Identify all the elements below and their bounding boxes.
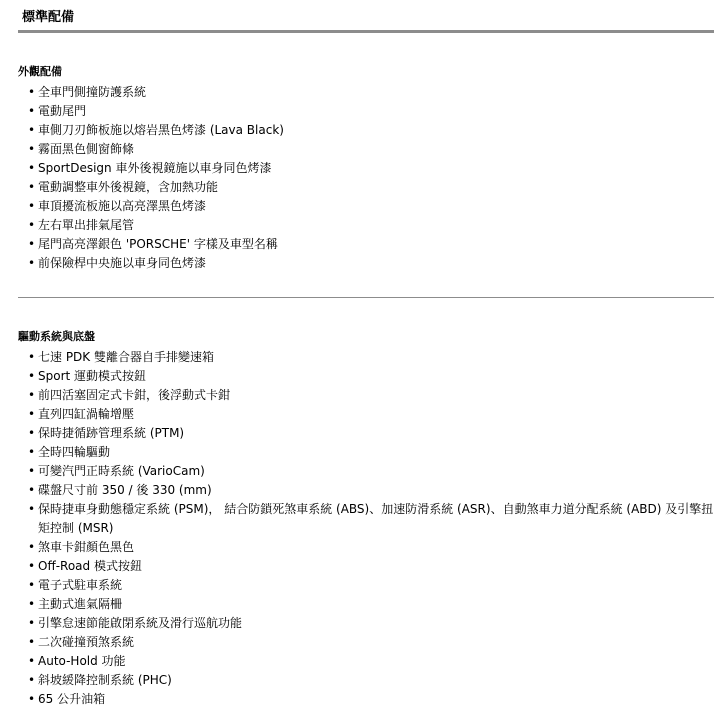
- list-item-text: 可變汽門正時系統 (VarioCam): [38, 464, 205, 478]
- list-item: [28, 424, 714, 443]
- bullet: •: [28, 426, 36, 440]
- list-item: [28, 159, 714, 178]
- section-heading-exterior: 外觀配備: [18, 65, 62, 78]
- bullet: •: [28, 369, 36, 383]
- bullet: •: [28, 692, 36, 706]
- list-item-text: Sport 運動模式按鈕: [38, 369, 147, 383]
- section-divider: [18, 297, 714, 298]
- list-item: [28, 367, 714, 386]
- drivetrain-feature-list: [28, 348, 714, 709]
- list-item: [28, 348, 714, 367]
- list-item: [28, 614, 714, 633]
- list-item-text: 引擎怠速節能啟閉系統及滑行巡航功能: [38, 616, 243, 630]
- bullet: •: [28, 578, 36, 592]
- bullet: •: [28, 218, 36, 232]
- bullet: •: [28, 407, 36, 421]
- bullet: •: [28, 237, 36, 251]
- exterior-feature-list: [28, 83, 714, 273]
- bullet: •: [28, 597, 36, 611]
- list-item-text: 全車門側撞防護系統: [38, 85, 147, 99]
- list-item: [28, 235, 714, 254]
- bullet: •: [28, 559, 36, 573]
- list-item-text: SportDesign 車外後視鏡施以車身同色烤漆: [38, 161, 272, 175]
- list-item: [28, 405, 714, 424]
- list-item: [28, 633, 714, 652]
- list-item: [28, 83, 714, 102]
- title-divider: [18, 30, 714, 33]
- list-item-text: 前保險桿中央施以車身同色烤漆: [38, 256, 207, 270]
- bullet: •: [28, 85, 36, 99]
- bullet: •: [28, 199, 36, 213]
- list-item-text: 直列四缸渦輪增壓: [38, 407, 135, 421]
- list-item-text: 左右單出排氣尾管: [38, 218, 135, 232]
- list-item: [28, 500, 714, 538]
- list-item: [28, 254, 714, 273]
- list-item-text: 車頂擾流板施以高亮澤黑色烤漆: [38, 199, 207, 213]
- list-item-text: Off-Road 模式按鈕: [38, 559, 142, 573]
- bullet: •: [28, 673, 36, 687]
- list-item: [28, 595, 714, 614]
- list-item-text: 車側刀刃飾板施以熔岩黑色烤漆 (Lava Black): [38, 123, 284, 137]
- list-item-text: 電動調整車外後視鏡，含加熱功能: [38, 180, 219, 194]
- bullet: •: [28, 502, 36, 516]
- list-item-text: 主動式進氣隔柵: [38, 597, 123, 611]
- list-item-text: 碟盤尺寸前 350 / 後 330 (mm): [38, 483, 212, 497]
- list-item: [28, 652, 714, 671]
- list-item-text: 二次碰撞預煞系統: [38, 635, 135, 649]
- list-item: [28, 462, 714, 481]
- bullet: •: [28, 142, 36, 156]
- bullet: •: [28, 654, 36, 668]
- bullet: •: [28, 388, 36, 402]
- list-item: [28, 576, 714, 595]
- list-item-text: 霧面黑色側窗飾條: [38, 142, 135, 156]
- list-item: [28, 178, 714, 197]
- list-item-text: 電動尾門: [38, 104, 87, 118]
- list-item-text: 煞車卡鉗顏色黑色: [38, 540, 135, 554]
- list-item-text: 尾門高亮澤銀色 'PORSCHE' 字樣及車型名稱: [38, 237, 278, 251]
- list-item: [28, 197, 714, 216]
- bullet: •: [28, 635, 36, 649]
- list-item: [28, 538, 714, 557]
- bullet: •: [28, 464, 36, 478]
- list-item: [28, 140, 714, 159]
- list-item-text: Auto-Hold 功能: [38, 654, 126, 668]
- bullet: •: [28, 104, 36, 118]
- list-item: [28, 121, 714, 140]
- bullet: •: [28, 256, 36, 270]
- section-heading-drivetrain: 驅動系統與底盤: [18, 330, 95, 343]
- list-item: [28, 690, 714, 709]
- list-item-text: 斜坡緩降控制系統 (PHC): [38, 673, 172, 687]
- list-item: [28, 671, 714, 690]
- list-item-text: 前四活塞固定式卡鉗，後浮動式卡鉗: [38, 388, 231, 402]
- list-item-text: 全時四輪驅動: [38, 445, 111, 459]
- list-item: [28, 557, 714, 576]
- list-item: [28, 216, 714, 235]
- list-item: [28, 443, 714, 462]
- list-item: [28, 481, 714, 500]
- list-item-text: 七速 PDK 雙離合器自手排變速箱: [38, 350, 214, 364]
- list-item-text: 保時捷車身動態穩定系統 (PSM)， 結合防鎖死煞車系統 (ABS)、加速防滑系統 (ASR)、自動煞車力道分配系統 (ABD) 及引擎扭矩控制 (MSR): [38, 502, 714, 535]
- bullet: •: [28, 483, 36, 497]
- bullet: •: [28, 161, 36, 175]
- list-item: [28, 102, 714, 121]
- list-item-text: 保時捷循跡管理系統 (PTM): [38, 426, 185, 440]
- list-item: [28, 386, 714, 405]
- bullet: •: [28, 540, 36, 554]
- bullet: •: [28, 350, 36, 364]
- bullet: •: [28, 616, 36, 630]
- list-item-text: 電子式駐車系統: [38, 578, 123, 592]
- bullet: •: [28, 180, 36, 194]
- list-item-text: 65 公升油箱: [38, 692, 106, 706]
- page-title: 標準配備: [22, 10, 75, 25]
- bullet: •: [28, 445, 36, 459]
- bullet: •: [28, 123, 36, 137]
